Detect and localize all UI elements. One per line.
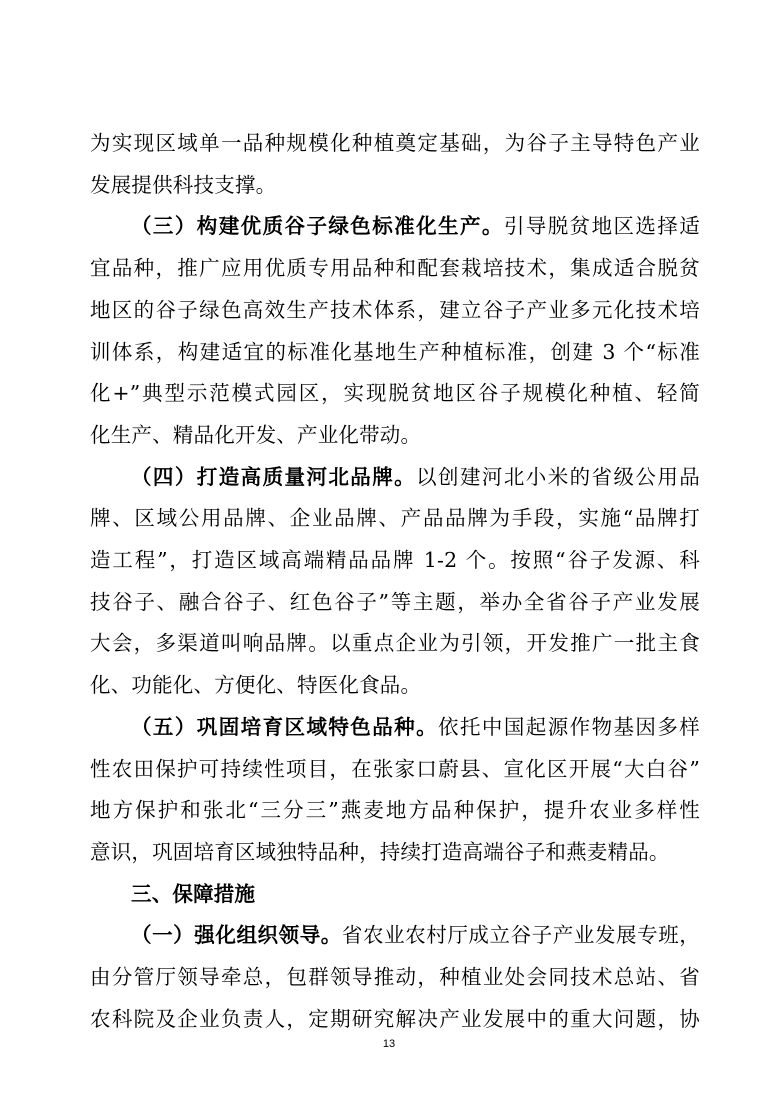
text-line: 发展提供科技支撑。 (90, 172, 277, 197)
text-line: （一）强化组织领导。省农业农村厅成立谷子产业发展专班， (131, 923, 701, 948)
subheading-4: （四）打造高质量河北品牌。 (131, 464, 417, 489)
text-line: 性农田保护可持续性项目，在张家口蔚县、宣化区开展“大白谷” (90, 756, 700, 781)
text-line: 训体系，构建适宜的标准化基地生产种植标准，创建 3 个“标准 (90, 339, 700, 364)
text-line: 宜品种，推广应用优质专用品种和配套栽培技术，集成适合脱贫 (90, 256, 700, 281)
text-line: （四）打造高质量河北品牌。以创建河北小米的省级公用品 (131, 464, 700, 489)
text-line: 地区的谷子绿色高效生产技术体系，建立谷子产业多元化技术培 (90, 297, 700, 322)
text-line: 农科院及企业负责人，定期研究解决产业发展中的重大问题，协 (90, 1006, 700, 1031)
text-line: 地方保护和张北“三分三”燕麦地方品种保护，提升农业多样性 (90, 798, 700, 823)
text-line: 牌、区域公用品牌、企业品牌、产品品牌为手段，实施“品牌打 (90, 506, 700, 531)
text-line: 化生产、精品化开发、产业化带动。 (90, 422, 422, 447)
subheading-1: （一）强化组织领导。 (131, 923, 342, 948)
text-line: （三）构建优质谷子绿色标准化生产。引导脱贫地区选择适 (131, 214, 700, 239)
section-heading: 三、保障措施 (131, 881, 256, 906)
text-line: 由分管厅领导牵总，包群领导推动，种植业处会同技术总站、省 (90, 965, 700, 990)
text-line: 意识，巩固培育区域独特品种，持续打造高端谷子和燕麦精品。 (90, 839, 670, 864)
text-line: 大会，多渠道叫响品牌。以重点企业为引领，开发推广一批主食 (90, 631, 700, 656)
subheading-3: （三）构建优质谷子绿色标准化生产。 (131, 214, 504, 239)
text-line: 造工程”，打造区域高端精品品牌 1-2 个。按照“谷子发源、科 (90, 548, 700, 573)
body-text (90, 123, 700, 1040)
text-line: 化+”典型示范模式园区，实现脱贫地区谷子规模化种植、轻简 (90, 381, 700, 406)
text-line: 化、功能化、方便化、特医化食品。 (90, 673, 422, 698)
page-number: 13 (382, 1038, 396, 1050)
text-line: 为实现区域单一品种规模化种植奠定基础，为谷子主导特色产业 (90, 131, 700, 155)
text-line: （五）巩固培育区域特色品种。依托中国起源作物基因多样 (131, 714, 700, 739)
text-line: 技谷子、融合谷子、红色谷子”等主题，举办全省谷子产业发展 (90, 589, 700, 614)
subheading-5: （五）巩固培育区域特色品种。 (131, 714, 439, 739)
